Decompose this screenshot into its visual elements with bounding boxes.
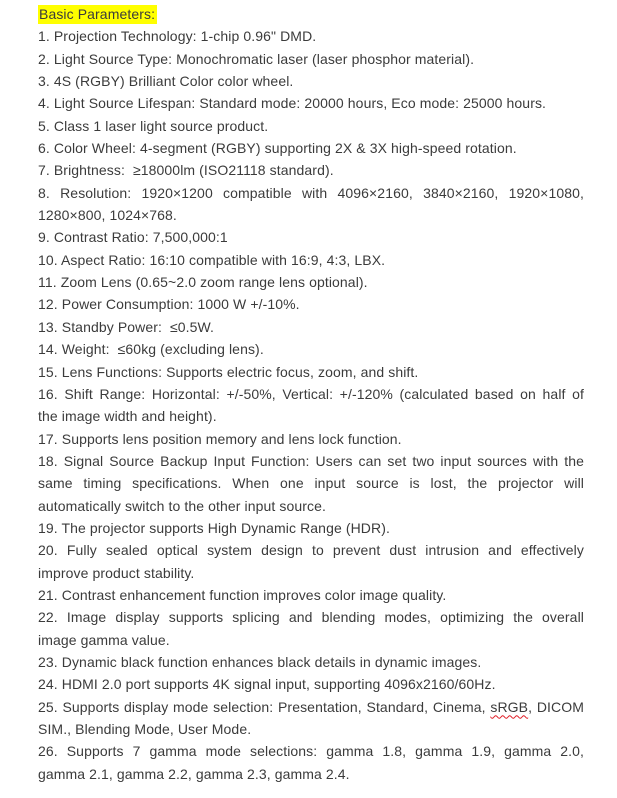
spec-line bbox=[38, 428, 584, 450]
spec-item-6 bbox=[38, 137, 584, 159]
spec-text: 11. Zoom Lens (0.65~2.0 zoom range lens optional). bbox=[38, 274, 368, 291]
spec-text: 1. Projection Technology: 1-chip 0.96" DMD. bbox=[38, 28, 317, 45]
spec-line bbox=[38, 48, 584, 70]
spec-line bbox=[38, 495, 584, 517]
spec-text: 22. Image display supports splicing and blending modes, optimizing the overall bbox=[38, 609, 584, 626]
spellcheck-word: sRGB bbox=[490, 698, 529, 715]
spec-text: 18. Signal Source Backup Input Function: Users can set two input sources with the bbox=[38, 452, 584, 469]
spec-line bbox=[38, 226, 584, 248]
spec-item-21 bbox=[38, 584, 584, 606]
spec-item-2 bbox=[38, 48, 584, 70]
spec-line bbox=[38, 182, 584, 204]
spec-line bbox=[38, 70, 584, 92]
spec-line bbox=[38, 517, 584, 539]
spec-line bbox=[38, 271, 584, 293]
spec-item-14 bbox=[38, 338, 584, 360]
spec-text: 14. Weight: ≤60kg (excluding lens). bbox=[38, 341, 264, 358]
spec-line bbox=[38, 115, 584, 137]
spec-line bbox=[38, 539, 584, 561]
spec-item-18 bbox=[38, 450, 584, 517]
spec-line bbox=[38, 405, 584, 427]
spec-text: 21. Contrast enhancement function improves color image quality. bbox=[38, 586, 447, 603]
spec-line bbox=[38, 383, 584, 405]
spec-text: 8. Resolution: 1920×1200 compatible with 4096×2160, 3840×2160, 1920×1080, bbox=[38, 184, 584, 201]
spec-line bbox=[38, 293, 584, 315]
spec-line bbox=[38, 629, 584, 651]
spec-item-4 bbox=[38, 92, 584, 114]
spec-text: 4. Light Source Lifespan: Standard mode: 20000 hours, Eco mode: 25000 hours. bbox=[38, 95, 547, 112]
spec-text: 2. Light Source Type: Monochromatic laser (laser phosphor material). bbox=[38, 50, 475, 67]
spec-text: 26. Supports 7 gamma mode selections: gamma 1.8, gamma 1.9, gamma 2.0, bbox=[38, 743, 584, 760]
spec-text: 3. 4S (RGBY) Brilliant Color color wheel. bbox=[38, 73, 294, 90]
spec-item-10 bbox=[38, 249, 584, 271]
spec-text: SIM., Blending Mode, User Mode. bbox=[38, 721, 252, 737]
spec-item-8 bbox=[38, 182, 584, 227]
spec-line bbox=[38, 249, 584, 271]
spec-line bbox=[38, 763, 584, 785]
spec-text: improve product stability. bbox=[38, 564, 195, 581]
spec-line bbox=[38, 696, 584, 718]
spec-line bbox=[38, 92, 584, 114]
spec-line bbox=[38, 137, 584, 159]
spec-line bbox=[38, 562, 584, 584]
spec-item-12 bbox=[38, 293, 584, 315]
spec-text: 15. Lens Functions: Supports electric focus, zoom, and shift. bbox=[38, 363, 419, 380]
spec-line bbox=[38, 361, 584, 383]
spec-text: image gamma value. bbox=[38, 631, 170, 648]
spec-item-15 bbox=[38, 361, 584, 383]
spec-text: automatically switch to the other input source. bbox=[38, 497, 326, 514]
spec-line bbox=[38, 25, 584, 47]
spec-item-26 bbox=[38, 740, 584, 785]
spec-text: 13. Standby Power: ≤0.5W. bbox=[38, 318, 215, 335]
spec-text: 17. Supports lens position memory and lens lock function. bbox=[38, 430, 402, 447]
spec-item-22 bbox=[38, 606, 584, 651]
spec-text: 6. Color Wheel: 4-segment (RGBY) supporting 2X & 3X high-speed rotation. bbox=[38, 140, 517, 157]
spec-item-5 bbox=[38, 115, 584, 137]
spec-item-24 bbox=[38, 673, 584, 695]
spec-text: the image width and height). bbox=[38, 408, 217, 425]
spec-item-23 bbox=[38, 651, 584, 673]
spec-text: 19. The projector supports High Dynamic Range (HDR). bbox=[38, 519, 390, 536]
spec-line bbox=[38, 584, 584, 606]
spec-item-1 bbox=[38, 25, 584, 47]
section-heading bbox=[38, 3, 584, 25]
spec-line bbox=[38, 606, 584, 628]
spec-item-13 bbox=[38, 316, 584, 338]
spec-text: 24. HDMI 2.0 port supports 4K signal input, supporting 4096x2160/60Hz. bbox=[38, 676, 496, 693]
spec-line bbox=[38, 740, 584, 762]
spec-line bbox=[38, 472, 584, 494]
highlighted-heading-text: Basic Parameters: bbox=[39, 6, 156, 22]
spec-text: 16. Shift Range: Horizontal: +/-50%, Vertical: +/-120% (calculated based on half of bbox=[38, 385, 584, 402]
spec-item-9 bbox=[38, 226, 584, 248]
spec-text: 7. Brightness: ≥18000lm (ISO21118 standard). bbox=[38, 162, 334, 179]
spec-text: , DICOM bbox=[528, 698, 584, 715]
spec-item-25 bbox=[38, 696, 584, 741]
spec-line bbox=[38, 651, 584, 673]
spec-line bbox=[38, 338, 584, 360]
spec-item-16 bbox=[38, 383, 584, 428]
spec-line bbox=[38, 316, 584, 338]
spec-list bbox=[38, 25, 584, 785]
spec-text: 1280×800, 1024×768. bbox=[38, 207, 177, 224]
spec-text: 25. Supports display mode selection: Presentation, Standard, Cinema, bbox=[38, 698, 491, 715]
spec-line bbox=[38, 159, 584, 181]
spec-text: 20. Fully sealed optical system design to prevent dust intrusion and effectively bbox=[38, 542, 584, 559]
spec-item-20 bbox=[38, 539, 584, 584]
spec-text: gamma 2.1, gamma 2.2, gamma 2.3, gamma 2.4. bbox=[38, 765, 350, 782]
spec-line bbox=[38, 204, 584, 226]
spec-text: 10. Aspect Ratio: 16:10 compatible with 16:9, 4:3, LBX. bbox=[38, 251, 386, 268]
spec-item-7 bbox=[38, 159, 584, 181]
spec-text: 12. Power Consumption: 1000 W +/-10%. bbox=[38, 296, 300, 313]
spec-line bbox=[38, 673, 584, 695]
spec-item-3 bbox=[38, 70, 584, 92]
spec-text: 5. Class 1 laser light source product. bbox=[38, 117, 269, 134]
spec-item-17 bbox=[38, 428, 584, 450]
spec-line bbox=[38, 718, 584, 740]
spec-line bbox=[38, 450, 584, 472]
spec-item-11 bbox=[38, 271, 584, 293]
spec-text: 9. Contrast Ratio: 7,500,000:1 bbox=[38, 229, 228, 246]
spec-text: 23. Dynamic black function enhances black details in dynamic images. bbox=[38, 653, 482, 670]
spec-item-19 bbox=[38, 517, 584, 539]
spec-text: same timing specifications. When one input source is lost, the projector will bbox=[38, 475, 584, 492]
